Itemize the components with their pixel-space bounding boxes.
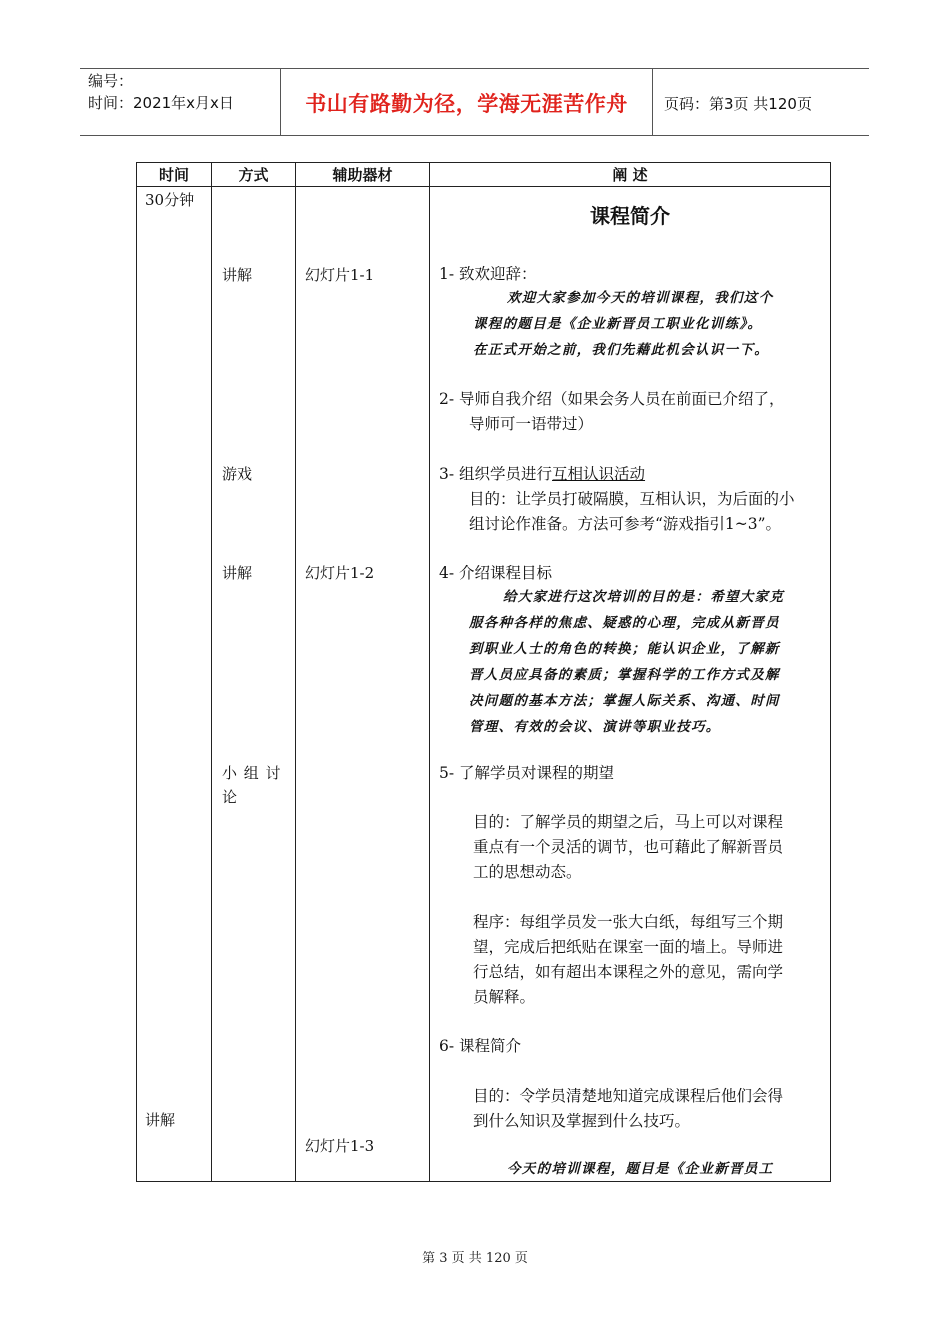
item-4-label: 4- 介绍课程目标 (439, 564, 553, 582)
item-4-quote-line: 到职业人士的角色的转换；能认识企业，了解新 (469, 641, 780, 657)
method-lecture-3: 讲解 (145, 1111, 176, 1129)
item-4-quote-line: 给大家进行这次培训的目的是：希望大家克 (503, 589, 785, 605)
equipment-slide-1-3: 幻灯片1-3 (305, 1137, 375, 1155)
method-group-discussion-line2: 论 (222, 788, 238, 806)
item-5-label: 5- 了解学员对课程的期望 (439, 764, 615, 782)
item-1-quote (473, 285, 823, 363)
header-bottom-rule (80, 135, 869, 136)
item-6-purpose-line: 目的：令学员清楚地知道完成课程后他们会得 (473, 1087, 784, 1105)
header-motto: 书山有路勤为径，学海无涯苦作舟 (305, 92, 628, 116)
method-lecture-1: 讲解 (222, 266, 253, 284)
table-col-line-2 (295, 162, 296, 1182)
table-col-line-1 (211, 162, 212, 1182)
equipment-slide-1-2: 幻灯片1-2 (305, 564, 375, 582)
column-header-method: 方式 (238, 166, 269, 184)
method-lecture-2: 讲解 (222, 564, 253, 582)
table-header-rule (136, 186, 831, 187)
item-6-purpose (473, 1084, 828, 1134)
table-col-line-0 (136, 162, 137, 1182)
item-6-purpose-line: 到什么知识及掌握到什么技巧。 (473, 1112, 691, 1130)
item-5-purpose-line: 工的思想动态。 (473, 863, 582, 881)
method-group-discussion (222, 761, 282, 809)
item-5-purpose-line: 重点有一个灵活的调节，也可藉此了解新晋员 (473, 838, 784, 856)
page-footer: 第 3 页 共 120 页 (422, 1251, 528, 1266)
item-5-procedure-line: 望，完成后把纸贴在课室一面的墙上。导师进 (473, 938, 784, 956)
method-group-discussion-line1: 小 组 讨 (222, 764, 282, 782)
item-2-line1: 2- 导师自我介绍（如果会务人员在前面已介绍了， (439, 390, 785, 408)
item-4-quote-line: 决问题的基本方法；掌握人际关系、沟通、时间 (469, 693, 780, 709)
item-6-label: 6- 课程简介 (439, 1037, 522, 1055)
equipment-slide-1-1: 幻灯片1-1 (305, 266, 375, 284)
item-1-label: 1- 致欢迎辞： (439, 265, 537, 283)
table-top-border (136, 162, 831, 163)
item-5-procedure-line: 程序：每组学员发一张大白纸，每组写三个期 (473, 913, 784, 931)
item-1-quote-line: 欢迎大家参加今天的培训课程，我们这个 (507, 290, 774, 306)
item-3-label (439, 462, 645, 487)
item-3-activity-link: 互相认识活动 (552, 465, 646, 483)
header-meta (88, 70, 234, 114)
item-4-quote-line: 服各种各样的焦虑、疑惑的心理，完成从新晋员 (469, 615, 780, 631)
column-header-description: 阐 述 (612, 166, 648, 184)
time-value: 30分钟 (145, 191, 195, 209)
item-3-body-line: 组讨论作准备。方法可参考“游戏指引1~3”。 (469, 515, 782, 533)
serial-label: 编号： (88, 72, 134, 90)
item-3-body (469, 487, 824, 537)
item-5-procedure (473, 910, 828, 1010)
item-5-purpose (473, 810, 828, 885)
item-6-quote-line: 今天的培训课程，题目是《企业新晋员工 (507, 1161, 774, 1177)
section-title: 课程简介 (590, 204, 670, 228)
item-4-quote-line: 管理、有效的会议、演讲等职业技巧。 (469, 719, 721, 735)
item-3-prefix: 3- 组织学员进行 (439, 465, 553, 483)
item-1-quote-line: 在正式开始之前，我们先藉此机会认识一下。 (473, 342, 769, 358)
method-game: 游戏 (222, 465, 253, 483)
item-2-line2: 导师可一语带过） (469, 415, 594, 433)
item-6-quote (473, 1156, 823, 1182)
header-page-info: 页码：第3页 共120页 (664, 95, 812, 113)
item-5-procedure-line: 行总结，如有超出本课程之外的意见，需向学 (473, 963, 784, 981)
table-col-line-4 (830, 162, 831, 1182)
column-header-equipment: 辅助器材 (332, 166, 393, 184)
date-line: 时间：2021年x月x日 (88, 94, 234, 112)
header-divider-right (652, 68, 653, 136)
table-col-line-3 (429, 162, 430, 1182)
header-top-rule (80, 68, 869, 69)
item-4-quote-line: 晋人员应具备的素质；掌握科学的工作方式及解 (469, 667, 780, 683)
item-5-purpose-line: 目的：了解学员的期望之后，马上可以对课程 (473, 813, 784, 831)
column-header-time: 时间 (158, 166, 189, 184)
item-4-quote (469, 584, 823, 740)
item-5-procedure-line: 员解释。 (473, 988, 536, 1006)
item-3-body-line: 目的：让学员打破隔膜，互相认识，为后面的小 (469, 490, 795, 508)
item-1-quote-line: 课程的题目是《企业新晋员工职业化训练》。 (473, 316, 763, 332)
